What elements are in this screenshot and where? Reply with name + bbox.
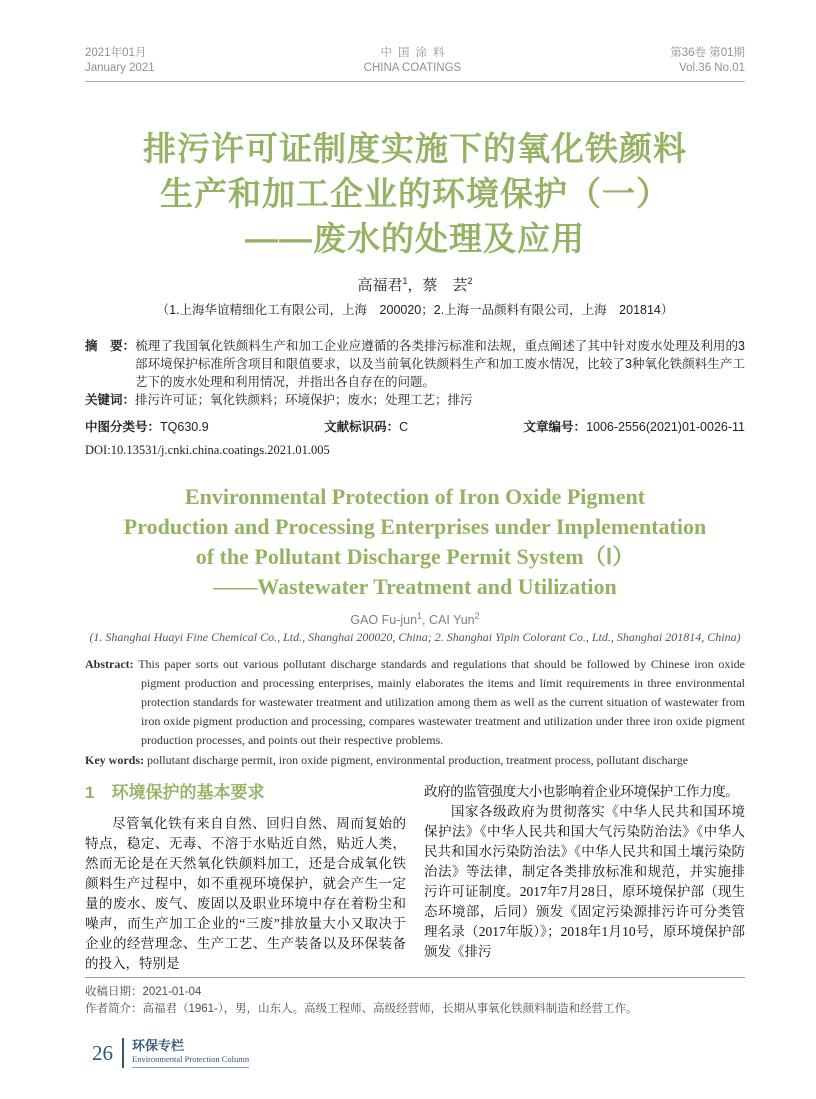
keywords-cn-label: 关键词： (85, 393, 136, 407)
page-footer (92, 1038, 249, 1068)
page-number: 26 (92, 1040, 113, 1065)
footnote-received-value: 2021-01-04 (142, 986, 202, 999)
article-title-en (85, 482, 745, 602)
author-cn-2: 蔡 芸 (422, 277, 468, 294)
abstract-cn-text: 梳理了我国氧化铁颜料生产和加工企业应遵循的各类排污标准和法规，重点阐述了其中针对废水处理及利用的3部环境保护标准所含项目和限值要求，以及当前氧化铁颜料生产和加工废水情况，比较了3种氧化铁颜料生产工艺下的废水处理和利用情况，并指出各自存在的问题。 (135, 339, 745, 389)
article-title-en-line1: Environmental Protection of Iron Oxide Pigment (184, 484, 646, 509)
authors-en (85, 611, 745, 627)
abstract-cn-label: 摘 要： (85, 339, 136, 353)
journal-issue-en: Vol.36 No.01 (679, 62, 745, 74)
body-column-left (85, 782, 406, 974)
clc-value: TQ630.9 (160, 420, 209, 434)
keywords-en-text: pollutant discharge permit, iron oxide pigment, environmental production, treatment process, pollutant discharge (147, 753, 689, 768)
author-en-1-sup: 1 (417, 611, 423, 621)
article-body (85, 782, 745, 974)
journal-header (85, 46, 745, 82)
affiliation-cn: （1.上海华谊精细化工有限公司，上海 200020；2.上海一品颜料有限公司，上海 201814） (156, 303, 674, 317)
body-paragraph-right-2: 国家各级政府为贯彻落实《中华人民共和国环境保护法》《中华人民共和国大气污染防治法》《中华人民共和国水污染防治法》《中华人民共和国土壤污染防治法》等法律，制定各类排放标准和规范，并实施排污许可证制度。2017年7月28日，原环境保护部（现生态环境部，后同）颁发《固定污染源排污许可分类管理名录（2017年版）》；2018年1月10号，原环境保护部颁发《排污 (424, 804, 745, 960)
doi: DOI:10.13531/j.cnki.china.coatings.2021.01.005 (85, 443, 330, 457)
footnote-bio-value: 高福君（1961-），男，山东人。高级工程师、高级经营师，长期从事氧化铁颜料制造和经营工作。 (142, 1003, 638, 1016)
footnote (85, 977, 745, 1018)
author-en-2-sup: 2 (474, 611, 480, 621)
authors-cn (85, 274, 745, 295)
column-title-block (122, 1038, 249, 1068)
article-number-label: 文章编号： (523, 420, 587, 434)
journal-header-issue (670, 46, 745, 76)
body-column-right (424, 782, 745, 974)
author-cn-separator: ， (407, 277, 423, 294)
abstract-en-text: This paper sorts out various pollutant discharge standards and regulations that should be followed by Chinese iron oxide pigment production and processing enterprises, mainly elaborates the items and limit requirements in three environmental protection standards for wastewater treatment and utilization among them as well as the current situation of wastewater from iron oxide pigment production and processing, compares wastewater treatment and utilization under three iron oxide pigment production processes, and points out their respective problems. (138, 657, 745, 748)
body-paragraph-right-1: 政府的监管强度大小也影响着企业环境保护工作力度。 (424, 784, 739, 800)
footnote-received-label: 收稿日期： (85, 986, 143, 999)
journal-date-cn: 2021年01月 (85, 47, 147, 59)
footnote-author-bio (85, 1001, 745, 1018)
column-title-cn: 环保专栏 (132, 1038, 185, 1053)
keywords-cn-text: 排污许可证；氧化铁颜料；环境保护；废水；处理工艺；排污 (135, 393, 473, 407)
footnote-received (85, 984, 745, 1001)
keywords-en (85, 753, 745, 768)
keywords-cn (85, 391, 745, 409)
article-title-cn-line3: ——废水的处理及应用 (245, 220, 585, 257)
document-code-label: 文献标识码： (324, 420, 400, 434)
journal-name-en: CHINA COATINGS (363, 62, 462, 74)
article-title-en-line4: ——Wastewater Treatment and Utilization (213, 574, 617, 599)
author-cn-1: 高福君 (357, 277, 403, 294)
document-code-value: C (399, 420, 409, 434)
article-number (524, 417, 745, 435)
clc-label: 中图分类号： (85, 420, 161, 434)
affiliation-en: (1. Shanghai Huayi Fine Chemical Co., Ltd., Shanghai 200020, China; 2. Shanghai Yipin Colorant Co., Ltd., Shanghai 201814, China) (89, 630, 741, 645)
body-paragraph-left: 尽管氧化铁有来自自然、回归自然、周而复始的特点，稳定、无毒、不溶于水贴近自然，贴近人类，然而无论是在天然氧化铁颜料加工，还是合成氧化铁颜料生产过程中，如不重视环境保护，就会产生一定量的废水、废气、废固以及职业环境中存在着粉尘和噪声，而生产加工企业的“三废”排放量大小又取决于企业的经营理念、生产工艺、生产装备以及环保装备的投入，特别是 (85, 816, 406, 972)
clc-number (85, 417, 209, 435)
abstract-en (85, 655, 745, 750)
column-title-en: Environmental Protection Column (132, 1054, 249, 1068)
author-en-1: GAO Fu-jun (350, 613, 418, 628)
article-number-value: 1006-2556(2021)01-0026-11 (586, 420, 745, 434)
journal-date-en: January 2021 (85, 62, 155, 74)
document-code (324, 417, 408, 435)
article-title-en-line3: of the Pollutant Discharge Permit System（Ⅰ） (195, 544, 635, 569)
author-cn-2-sup: 2 (467, 276, 473, 286)
meta-row (85, 417, 745, 435)
footnote-bio-label: 作者简介： (85, 1003, 143, 1016)
article-title-cn-line2: 生产和加工企业的环境保护（一） (160, 175, 670, 212)
journal-name-cn: 中国涂料 (380, 47, 451, 59)
journal-header-date (85, 46, 155, 76)
journal-header-name (364, 46, 462, 76)
keywords-en-label: Key words: (85, 753, 144, 768)
article-title-cn (85, 126, 745, 261)
article-title-en-line2: Production and Processing Enterprises under Implementation (123, 514, 707, 539)
author-en-separator: , CAI Yun (422, 613, 475, 628)
article-title-cn-line1: 排污许可证制度实施下的氧化铁颜料 (143, 130, 687, 167)
journal-issue-cn: 第36卷 第01期 (670, 47, 745, 59)
author-cn-1-sup: 1 (402, 276, 408, 286)
abstract-en-label: Abstract: (85, 657, 134, 672)
section-1-heading: 1 环境保护的基本要求 (85, 783, 265, 803)
abstract-cn (85, 337, 745, 391)
